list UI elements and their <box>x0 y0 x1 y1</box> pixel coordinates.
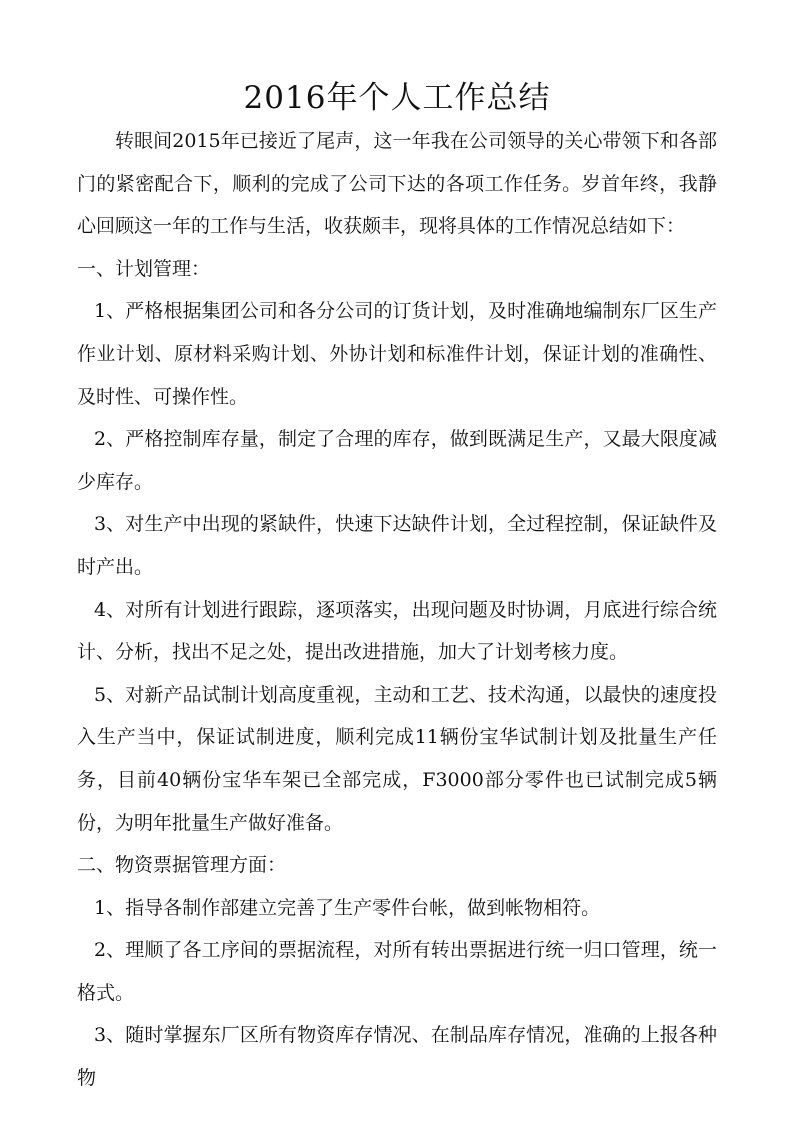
intro-paragraph: 转眼间2015年已接近了尾声，这一年我在公司领导的关心带领下和各部门的紧密配合下，顺利的完成了公司下达的各项工作任务。岁首年终，我静心回顾这一年的工作与生活，收获颇丰，现将具体的工作情况总结如下： <box>77 130 717 238</box>
plan-item-2: 2、严格控制库存量，制定了合理的库存，做到既满足生产，又最大限度减少库存。 <box>77 428 717 493</box>
plan-item-4: 4、对所有计划进行跟踪，逐项落实，出现问题及时协调，月底进行综合统计、分析，找出不足之处，提出改进措施，加大了计划考核力度。 <box>77 598 717 664</box>
materials-item-1: 1、指导各制作部建立完善了生产零件台帐，做到帐物相符。 <box>94 896 601 919</box>
section-heading-materials: 二、物资票据管理方面： <box>77 854 287 877</box>
plan-item-5: 5、对新产品试制计划高度重视，主动和工艺、技术沟通，以最快的速度投入生产当中，保证试制进度，顺利完成11辆份宝华试制计划及批量生产任务，目前40辆份宝华车架已全部完成，F3000部分零件也已试制完成5辆份，为明年批量生产做好准备。 <box>77 683 717 834</box>
plan-item-1: 1、严格根据集团公司和各分公司的订货计划，及时准确地编制东厂区生产作业计划、原材料采购计划、外协计划和标准件计划，保证计划的准确性、及时性、可操作性。 <box>77 300 717 408</box>
document-body <box>77 120 717 1100</box>
plan-item-3: 3、对生产中出现的紧缺件，快速下达缺件计划，全过程控制，保证缺件及时产出。 <box>77 513 717 578</box>
materials-item-3: 3、随时掌握东厂区所有物资库存情况、在制品库存情况，准确的上报各种物 <box>77 1024 717 1090</box>
document-title: 2016年个人工作总结 <box>243 80 551 116</box>
section-heading-plan: 一、计划管理： <box>77 257 211 280</box>
materials-item-2: 2、理顺了各工序间的票据流程，对所有转出票据进行统一归口管理，统一格式。 <box>77 939 717 1004</box>
